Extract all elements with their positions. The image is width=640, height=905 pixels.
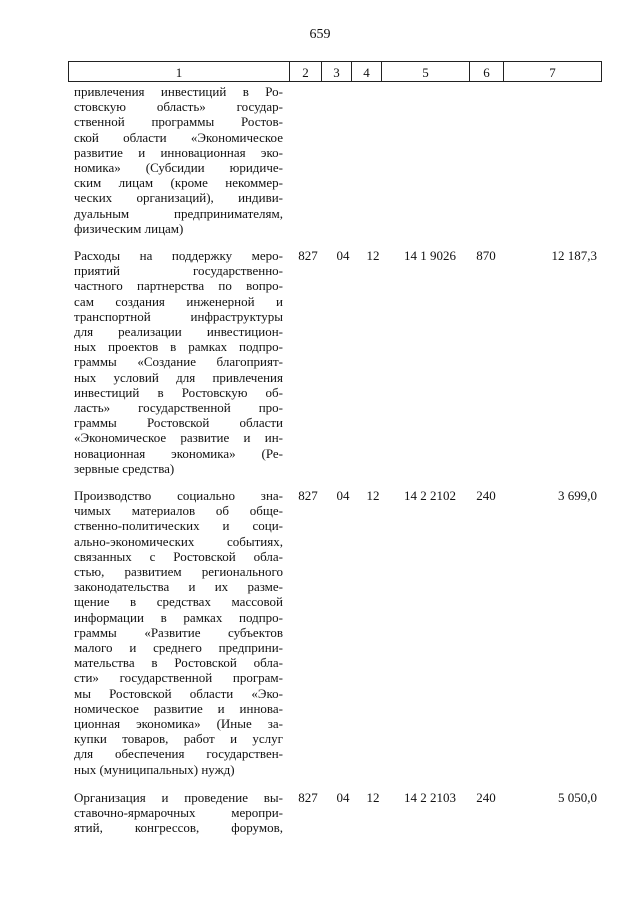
row-line: номическое развитие и иннова-: [74, 700, 283, 716]
header-col-4: 4: [351, 61, 381, 82]
header-col-3: 3: [321, 61, 351, 82]
row-line: информации в рамках подпро-: [74, 609, 283, 625]
header-col-5: 5: [381, 61, 469, 82]
row-description: [74, 488, 283, 777]
row-line: ных (муниципальных) нужд): [74, 761, 235, 777]
row-line: мы Ростовской области «Эко-: [74, 685, 283, 701]
row-col-4: 12: [366, 248, 380, 263]
header-col-1: 1: [68, 61, 289, 82]
row-line: малого и среднего предприни-: [74, 640, 283, 656]
header-col-2: 2: [289, 61, 321, 82]
row-line: граммы «Создание благоприят-: [74, 354, 283, 370]
row-line: ским лицам (кроме некоммер-: [74, 175, 283, 191]
row-line: ных условий для привлечения: [74, 369, 283, 385]
row-col-5: 14 2 2102: [404, 488, 456, 503]
row-col-5: 14 1 9026: [404, 248, 456, 263]
row-line: ных проектов в рамках подпро-: [74, 339, 283, 355]
row-col-5: 14 2 2103: [404, 790, 456, 805]
row-col-6: 240: [476, 488, 496, 503]
row-line: чимых материалов об обще-: [74, 503, 283, 519]
row-col-7: 5 050,0: [558, 790, 597, 805]
row-line: приятий государственно-: [74, 263, 283, 279]
row-line: ально-экономических событиях,: [74, 533, 283, 549]
row-line: граммы «Развитие субъектов: [74, 624, 283, 640]
page-number: 659: [309, 27, 331, 42]
row-line: щение в средствах массовой: [74, 594, 283, 610]
row-line: новационная экономика» (Ре-: [74, 445, 283, 461]
table-header: [68, 61, 602, 83]
row-col-3: 04: [336, 248, 350, 263]
row-line: граммы Ростовской области: [74, 415, 283, 431]
row-line: ской области «Экономическое: [74, 129, 283, 145]
row-line: сти» государственной програм-: [74, 670, 283, 686]
row-description: [74, 248, 283, 476]
row-col-2: 827: [298, 488, 318, 503]
row-line: стью, развитием регионального: [74, 564, 283, 580]
row-line: для реализации инвестицион-: [74, 324, 283, 340]
row-line: частного партнерства по вопро-: [74, 278, 283, 294]
header-col-6: 6: [469, 61, 503, 82]
row-description: [74, 84, 283, 236]
row-line: мательства в Ростовской обла-: [74, 655, 283, 671]
row-line: ционная экономика» (Иные за-: [74, 716, 283, 732]
row-col-3: 04: [336, 488, 350, 503]
header-col-7: 7: [503, 61, 602, 82]
row-line: стовскую область» государ-: [74, 99, 283, 115]
row-line: ческих организаций), индиви-: [74, 190, 283, 206]
row-line: инвестиций в Ростовскую об-: [74, 384, 283, 400]
row-line: «Экономическое развитие и ин-: [74, 430, 283, 446]
row-line: ласть» государственной про-: [74, 400, 283, 416]
row-col-4: 12: [366, 488, 380, 503]
row-line: привлечения инвестиций в Ро-: [74, 84, 283, 99]
row-col-2: 827: [298, 248, 318, 263]
row-col-2: 827: [298, 790, 318, 805]
row-line: связанных с Ростовской обла-: [74, 548, 283, 564]
row-line: законодательства и их разме-: [74, 579, 283, 595]
row-line: номика» (Субсидии юридиче-: [74, 160, 283, 176]
row-col-7: 12 187,3: [551, 248, 597, 263]
row-line: развитие и инновационная эко-: [74, 144, 283, 160]
row-line: Производство социально зна-: [74, 488, 283, 503]
row-line: ственно-политических и соци-: [74, 518, 283, 534]
row-line: сам создания инженерной и: [74, 293, 283, 309]
row-col-6: 870: [476, 248, 496, 263]
row-line: ставочно-ярмарочных меропри-: [74, 805, 283, 821]
row-line: купки товаров, работ и услуг: [74, 731, 283, 747]
row-line: Организация и проведение вы-: [74, 790, 283, 805]
row-line: зервные средства): [74, 460, 175, 476]
row-description: [74, 790, 283, 836]
row-line: транспортной инфраструктуры: [74, 308, 283, 324]
row-line: Расходы на поддержку меро-: [74, 248, 283, 263]
row-col-4: 12: [366, 790, 380, 805]
row-col-3: 04: [336, 790, 350, 805]
row-line: дуальным предпринимателям,: [74, 205, 283, 221]
row-line: ятий, конгрессов, форумов,: [74, 820, 283, 836]
row-col-6: 240: [476, 790, 496, 805]
row-line: для обеспечения государствен-: [74, 746, 283, 762]
row-line: ственной программы Ростов-: [74, 114, 283, 130]
row-line: физическим лицам): [74, 220, 184, 236]
row-col-7: 3 699,0: [558, 488, 597, 503]
